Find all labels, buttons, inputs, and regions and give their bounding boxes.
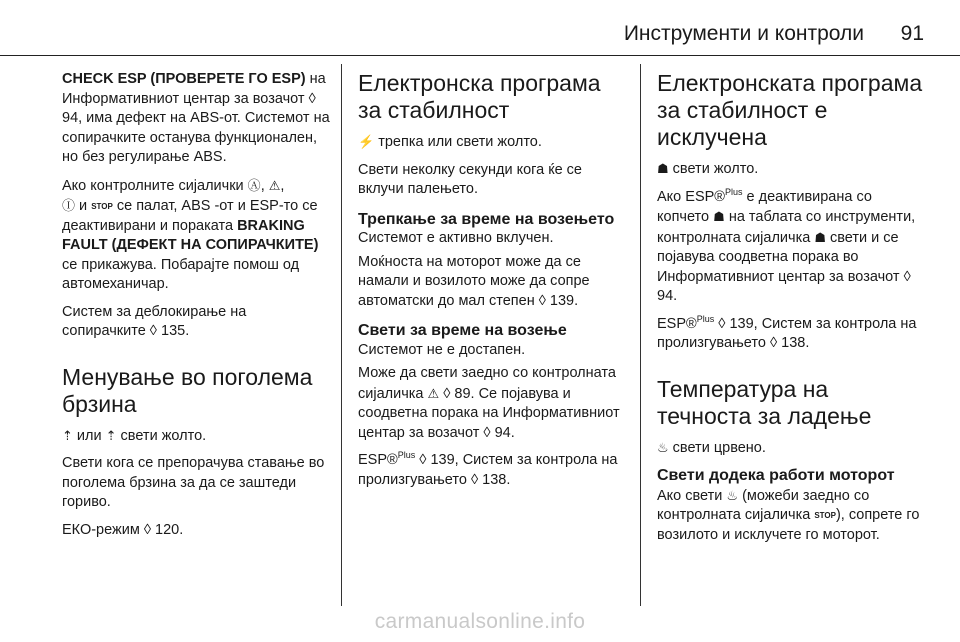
upshift-description: Свети кога се препорачува ставање во поголема брзина за да се заштеди гориво. bbox=[62, 455, 325, 510]
esp-off-icon: ☗ bbox=[657, 161, 669, 176]
stop-icon: STOP bbox=[814, 511, 836, 520]
column-3 bbox=[657, 70, 927, 553]
esp-off-heading: Електронската програма за стабилност е исклучена bbox=[657, 70, 923, 150]
esp-heading: Електронска програма за стабилност bbox=[358, 70, 601, 123]
page-number: 91 bbox=[900, 22, 924, 45]
brake-warning-icon: Ⓘ bbox=[62, 198, 76, 213]
esp-skid-icon: ⚡ bbox=[358, 134, 375, 149]
esp-ignition-paragraph: Свети неколку секунди кога ќе се вклучи палењето. bbox=[358, 161, 582, 197]
column-1 bbox=[62, 70, 330, 548]
together-paragraph: Може да свети заедно со контролната сијаличка ⚠ ◊ 89. Се појавува и соодветна порака на Информативниот центар за возачот ◊ 94. bbox=[358, 365, 620, 441]
coolant-light-paragraph: ♨ свети црвено. bbox=[657, 439, 766, 456]
esp-skid-icon-2: ⚠ bbox=[427, 385, 440, 401]
coolant-instructions-paragraph: Ако свети ♨ (можеби заедно со контролната сијаличка STOP), сопрете го возилото и исклучете го моторот. bbox=[657, 487, 920, 543]
esp-off-icon-2: ☗ bbox=[713, 209, 725, 224]
esp-off-light-paragraph: ☗ свети жолто. bbox=[657, 161, 759, 177]
eco-mode-reference: ЕКО-режим ◊ 120. bbox=[62, 521, 184, 538]
upshift-light-paragraph: ⇡ или ⇡ свети жолто. bbox=[62, 427, 207, 444]
abs-icon: Ⓐ bbox=[247, 177, 261, 193]
esp-deactivated-paragraph: Ако ESP®$^{Plus}$ е деактивирана со копчето ☗ на таблата со инструменти, контролната сијаличка ☗ свети и се појавува соодветна порака во Информативниот центар за возачот ◊ 94. bbox=[657, 186, 916, 304]
column-2 bbox=[358, 70, 626, 498]
engine-power-paragraph: Моќноста на моторот може да се намали и возилото може да сопре автоматски до мал степен ◊ 139. bbox=[358, 253, 590, 309]
engine-running-heading: Свети додека работи моторот bbox=[657, 467, 895, 484]
braking-fault-label: BRAKING FAULT (ДЕФЕКТ НА СОПИРАЧКИТЕ) bbox=[62, 217, 319, 253]
brake-system-paragraph: Систем за деблокирање на сопирачките ◊ 135. bbox=[62, 303, 247, 339]
upshift-arrow-icon: ⇡ bbox=[62, 427, 73, 443]
flashing-heading: Трепкање за време на возењето bbox=[358, 210, 615, 228]
unavailable-paragraph: Системот не е достапен. bbox=[358, 341, 526, 358]
esp-plus-reference: ESP®$^{Plus}$ ◊ 139, Систем за контрола на пролизгувањето ◊ 138. bbox=[657, 313, 917, 351]
column-divider-1 bbox=[341, 64, 342, 606]
esp-off-icon-3: ☗ bbox=[814, 229, 826, 245]
upshift-heading: Менување во поголема брзина bbox=[62, 363, 313, 417]
stop-icon: STOP bbox=[91, 202, 113, 211]
header-divider bbox=[0, 55, 960, 56]
column-divider-2 bbox=[640, 64, 641, 606]
esp-skid-icon: ⚠ bbox=[268, 177, 281, 193]
watermark: carmanualsonline.info bbox=[374, 610, 586, 633]
esp-light-paragraph: ⚡ трепка или свети жолто. bbox=[358, 134, 542, 150]
lit-driving-heading: Свети за време на возење bbox=[358, 322, 567, 339]
warning-lights-paragraph: Ако контролните сијалички Ⓐ, ⚠, Ⓘ и STOP се палат, ABS -от и ESP-то се деактивирани и пораката BRAKING FAULT (ДЕФЕКТ НА СОПИРАЧКИТЕ) се прикажува. Побарајте помош од автомеханичар. bbox=[62, 177, 319, 292]
active-paragraph: Системот е активно вклучен. bbox=[358, 230, 554, 246]
upshift-arrow-icon-2: ⇡ bbox=[105, 427, 117, 443]
coolant-temperature-icon-2: ♨ bbox=[726, 487, 739, 503]
page-title: Инструменти и контроли bbox=[623, 22, 864, 45]
check-esp-paragraph: CHECK ESP (ПРОВЕРЕТЕ ГО ESP) на Информативниот центар за возачот ◊ 94, има дефект на ABS-от. Системот на сопирачките останува функционален, но без регулирање ABS. bbox=[62, 71, 330, 165]
coolant-heading: Температура на течноста за ладење bbox=[657, 375, 872, 429]
coolant-temperature-icon: ♨ bbox=[657, 439, 669, 455]
esp-plus-reference: ESP®$^{Plus}$ ◊ 139, Систем за контрола на пролизгувањето ◊ 138. bbox=[358, 450, 618, 488]
check-esp-label: CHECK ESP (ПРОВЕРЕТЕ ГО ESP) bbox=[62, 71, 306, 87]
